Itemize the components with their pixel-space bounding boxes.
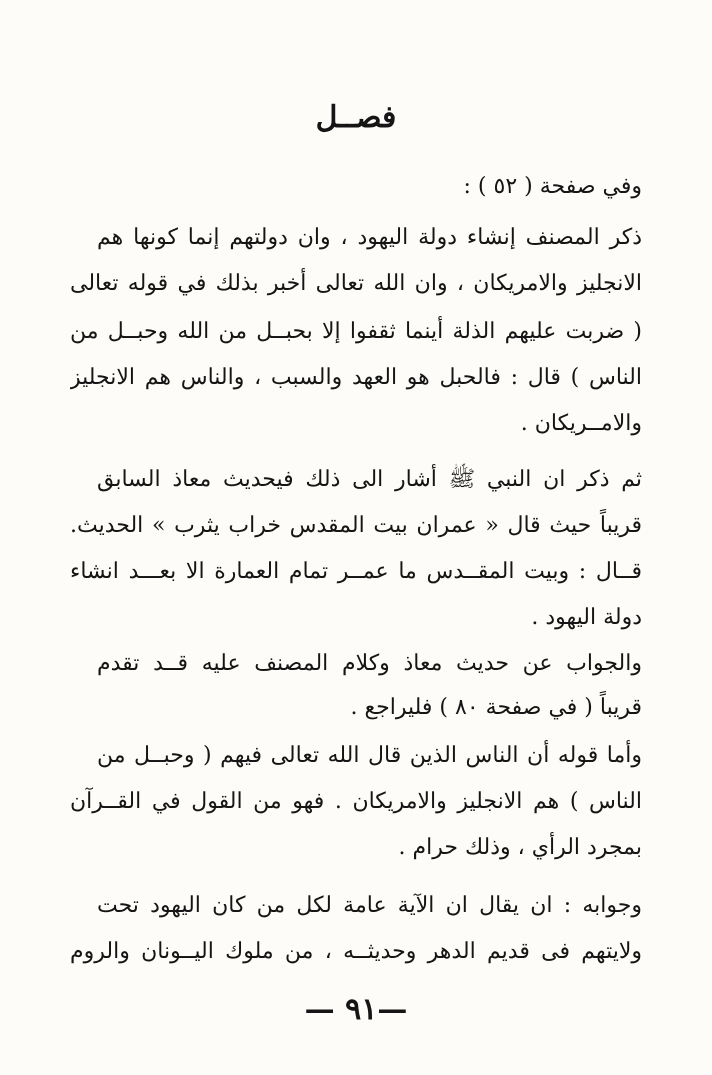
text-line: والامــريكان . [520,411,642,436]
text-line: قريباً حيث قال « عمران بيت المقدس خراب يثرب » الحديث. [70,513,642,538]
text-line: وفي صفحة ( ٥٢ ) : [463,174,642,199]
text-line: قــال : وبيت المقــدس ما عمــر تمام العمارة الا بعـــد انشاء [70,559,642,584]
text-line: الناس ) هم الانجليز والامريكان . فهو من القول في القــرآن [70,789,642,814]
text-line: والجواب عن حديث معاذ وكلام المصنف عليه قــد تقدم [97,651,642,676]
text-line: ( ضربت عليهم الذلة أينما ثقفوا إلا بحبــل من الله وحبــل من [70,319,642,344]
text-line: ثم ذكر ان النبي ﷺ أشار الى ذلك فيحديث معاذ السابق [97,467,642,492]
text-line: وأما قوله أن الناس الذين قال الله تعالى فيهم ( وحبــل من [97,743,642,768]
text-line: قريباً ( في صفحة ٨٠ ) فليراجع . [350,695,642,720]
text-line: دولة اليهود . [531,605,642,630]
text-line: الانجليز والامريكان ، وان الله تعالى أخبر بذلك في قوله تعالى [70,271,642,296]
text-line: ولايتهم فى قديم الدهر وحديثــه ، من ملوك اليــونان والروم [70,939,642,964]
text-line: الناس ) قال : فالحبل هو العهد والسبب ، والناس هم الانجليز [70,365,642,390]
text-line: بمجرد الرأي ، وذلك حرام . [398,835,642,860]
text-line: ذكر المصنف إنشاء دولة اليهود ، وان دولتهم إنما كونها هم [97,225,642,250]
section-title: فصــل [315,100,397,135]
text-line: وجوابه : ان يقال ان الآية عامة لكل من كان اليهود تحت [97,893,642,918]
page-number: —٩١ — [304,992,408,1027]
